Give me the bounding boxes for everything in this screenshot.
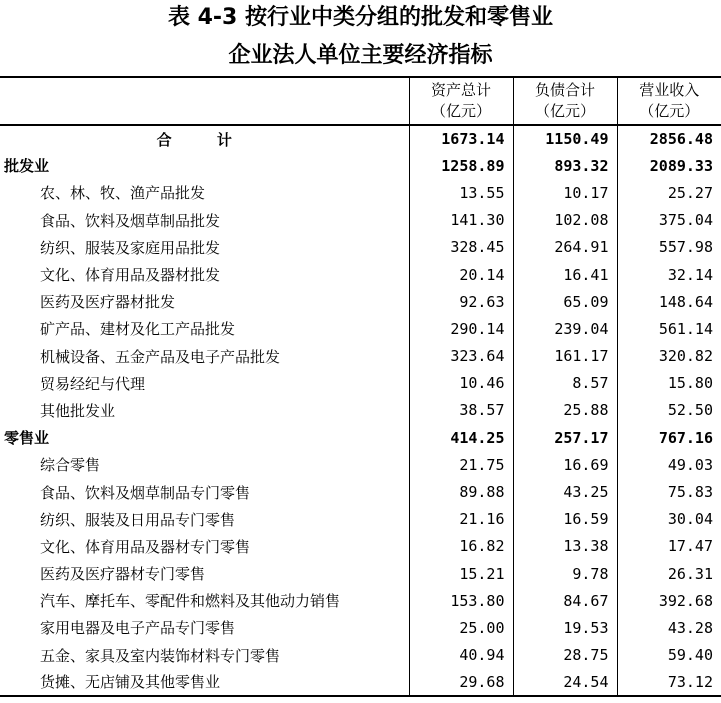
header-liabilities-label: 负债合计 [534, 81, 595, 99]
table-row [0, 642, 721, 669]
cell-assets: 89.88 [409, 478, 513, 505]
table-row [0, 587, 721, 614]
header-revenue [617, 77, 721, 125]
row-name: 农、林、牧、渔产品批发 [40, 184, 206, 203]
cell-liabilities: 28.75 [513, 642, 617, 669]
table-row [0, 397, 721, 424]
cell-revenue: 25.27 [617, 179, 721, 206]
cell-assets: 21.75 [409, 451, 513, 478]
cell-liabilities: 10.17 [513, 179, 617, 206]
table-row [0, 506, 721, 533]
table-row-category [0, 424, 721, 451]
cell-liabilities: 24.54 [513, 669, 617, 696]
cell-revenue: 561.14 [617, 315, 721, 342]
cell-revenue: 15.80 [617, 370, 721, 397]
cell-liabilities: 16.69 [513, 451, 617, 478]
cell-revenue: 52.50 [617, 397, 721, 424]
row-name: 批发业 [4, 157, 50, 176]
table-row [0, 343, 721, 370]
table-row [0, 614, 721, 641]
cell-revenue: 43.28 [617, 614, 721, 641]
cell-revenue: 73.12 [617, 669, 721, 696]
table-row-total [0, 125, 721, 152]
row-name: 医药及医疗器材专门零售 [40, 565, 206, 584]
row-name: 五金、家具及室内装饰材料专门零售 [40, 646, 281, 665]
header-liabilities-unit: （亿元） [534, 102, 595, 120]
table-row [0, 288, 721, 315]
cell-liabilities: 9.78 [513, 560, 617, 587]
cell-assets: 29.68 [409, 669, 513, 696]
row-name: 汽车、摩托车、零配件和燃料及其他动力销售 [40, 592, 341, 611]
cell-assets: 25.00 [409, 614, 513, 641]
cell-assets: 20.14 [409, 261, 513, 288]
cell-liabilities: 8.57 [513, 370, 617, 397]
header-item [0, 77, 409, 125]
cell-revenue: 32.14 [617, 261, 721, 288]
cell-revenue: 557.98 [617, 234, 721, 261]
cell-assets: 1258.89 [409, 152, 513, 179]
data-table [0, 76, 721, 697]
cell-liabilities: 102.08 [513, 207, 617, 234]
cell-revenue: 767.16 [617, 424, 721, 451]
cell-revenue: 148.64 [617, 288, 721, 315]
row-name: 食品、饮料及烟草制品批发 [40, 211, 221, 230]
table-row [0, 560, 721, 587]
row-name: 纺织、服装及家庭用品批发 [40, 238, 221, 257]
table-row [0, 533, 721, 560]
cell-liabilities: 19.53 [513, 614, 617, 641]
cell-assets: 40.94 [409, 642, 513, 669]
row-name: 综合零售 [40, 456, 101, 475]
cell-liabilities: 264.91 [513, 234, 617, 261]
cell-revenue: 2856.48 [617, 125, 721, 152]
cell-liabilities: 13.38 [513, 533, 617, 560]
cell-liabilities: 65.09 [513, 288, 617, 315]
row-name: 零售业 [4, 429, 50, 448]
cell-assets: 414.25 [409, 424, 513, 451]
cell-assets: 328.45 [409, 234, 513, 261]
cell-revenue: 26.31 [617, 560, 721, 587]
row-name: 文化、体育用品及器材专门零售 [40, 537, 251, 556]
cell-assets: 141.30 [409, 207, 513, 234]
table-row [0, 315, 721, 342]
table-row [0, 451, 721, 478]
table-row [0, 234, 721, 261]
cell-liabilities: 239.04 [513, 315, 617, 342]
row-name: 食品、饮料及烟草制品专门零售 [40, 483, 251, 502]
cell-liabilities: 43.25 [513, 478, 617, 505]
cell-liabilities: 25.88 [513, 397, 617, 424]
cell-revenue: 75.83 [617, 478, 721, 505]
row-name: 矿产品、建材及化工产品批发 [40, 320, 236, 339]
row-name: 家用电器及电子产品专门零售 [40, 619, 236, 638]
cell-assets: 38.57 [409, 397, 513, 424]
cell-liabilities: 893.32 [513, 152, 617, 179]
cell-revenue: 59.40 [617, 642, 721, 669]
header-assets-label: 资产总计 [430, 81, 491, 99]
cell-assets: 92.63 [409, 288, 513, 315]
table-row [0, 370, 721, 397]
cell-revenue: 320.82 [617, 343, 721, 370]
cell-assets: 153.80 [409, 587, 513, 614]
row-name: 其他批发业 [40, 401, 116, 420]
row-name: 机械设备、五金产品及电子产品批发 [40, 347, 281, 366]
cell-revenue: 392.68 [617, 587, 721, 614]
cell-assets: 323.64 [409, 343, 513, 370]
cell-liabilities: 1150.49 [513, 125, 617, 152]
header-revenue-unit: （亿元） [639, 102, 700, 120]
cell-revenue: 17.47 [617, 533, 721, 560]
table-row [0, 207, 721, 234]
table-subtitle: 企业法人单位主要经济指标 [228, 43, 493, 68]
row-name: 合 计 [156, 130, 252, 149]
table-row [0, 179, 721, 206]
cell-assets: 1673.14 [409, 125, 513, 152]
header-row [0, 77, 721, 125]
cell-assets: 290.14 [409, 315, 513, 342]
cell-liabilities: 257.17 [513, 424, 617, 451]
table-row [0, 478, 721, 505]
header-assets [409, 77, 513, 125]
header-revenue-label: 营业收入 [639, 81, 700, 99]
header-liabilities [513, 77, 617, 125]
cell-assets: 10.46 [409, 370, 513, 397]
cell-liabilities: 16.41 [513, 261, 617, 288]
cell-liabilities: 84.67 [513, 587, 617, 614]
row-name: 货摊、无店铺及其他零售业 [0, 669, 409, 696]
cell-liabilities: 161.17 [513, 343, 617, 370]
table-row [0, 669, 721, 696]
row-name: 贸易经纪与代理 [40, 374, 146, 393]
cell-liabilities: 16.59 [513, 506, 617, 533]
row-name: 纺织、服装及日用品专门零售 [40, 510, 236, 529]
row-name: 医药及医疗器材批发 [40, 293, 176, 312]
row-name: 文化、体育用品及器材批发 [40, 266, 221, 285]
header-assets-unit: （亿元） [430, 102, 491, 120]
table-row [0, 261, 721, 288]
cell-assets: 16.82 [409, 533, 513, 560]
cell-revenue: 30.04 [617, 506, 721, 533]
cell-assets: 21.16 [409, 506, 513, 533]
cell-assets: 13.55 [409, 179, 513, 206]
cell-revenue: 375.04 [617, 207, 721, 234]
cell-revenue: 2089.33 [617, 152, 721, 179]
table-title: 表 4-3 按行业中类分组的批发和零售业 [167, 5, 554, 30]
cell-assets: 15.21 [409, 560, 513, 587]
table-row-category [0, 152, 721, 179]
cell-revenue: 49.03 [617, 451, 721, 478]
